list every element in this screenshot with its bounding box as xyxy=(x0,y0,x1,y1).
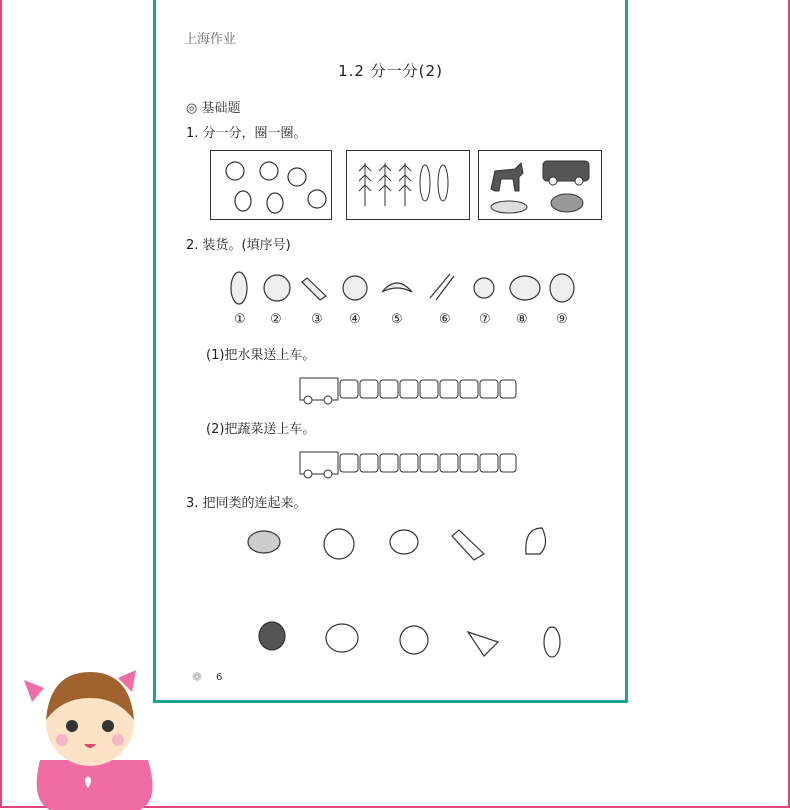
orange-icon xyxy=(400,626,428,654)
broccoli-icon xyxy=(343,276,367,300)
item-number: ⑧ xyxy=(516,312,528,327)
train-car xyxy=(400,454,418,472)
train-car xyxy=(440,454,458,472)
train-car xyxy=(460,454,478,472)
workbook-page xyxy=(153,0,628,703)
section-heading: ◎ 基础题 xyxy=(186,101,241,116)
train-car xyxy=(440,380,458,398)
bell-pepper-icon xyxy=(259,622,285,650)
bullet-icon: ◎ xyxy=(186,101,202,116)
train-car xyxy=(420,380,438,398)
page-title: 1.2 分一分(2) xyxy=(338,62,443,80)
animal-vehicle-drawing xyxy=(479,151,601,219)
pear-icon xyxy=(267,193,283,213)
apple-icon xyxy=(264,275,290,301)
header-logo xyxy=(184,28,236,47)
sub-question-vegetable: (2)把蔬菜送上车。 xyxy=(206,422,316,437)
item-number: ② xyxy=(270,312,282,327)
train-car xyxy=(360,380,378,398)
item-number: ⑨ xyxy=(556,312,568,327)
apple-pear-box xyxy=(210,150,332,220)
train-car xyxy=(460,380,478,398)
produce-row xyxy=(222,262,592,307)
fruit-train xyxy=(298,368,518,408)
eggplant-icon xyxy=(544,627,560,657)
lychee-icon xyxy=(510,276,540,300)
carrot-icon xyxy=(379,163,391,206)
cartoon-girl-illustration xyxy=(10,650,170,810)
apple-icon xyxy=(308,190,326,208)
horse-icon xyxy=(491,163,523,191)
vegetable-train xyxy=(298,442,518,482)
train-car xyxy=(400,380,418,398)
carrot-fish-drawing xyxy=(347,151,469,219)
apple-icon xyxy=(324,529,354,559)
eggplant-icon xyxy=(231,272,247,304)
carrot-icon xyxy=(302,278,326,300)
train-car xyxy=(380,380,398,398)
train-car xyxy=(500,454,516,472)
carrot-icon xyxy=(359,163,371,206)
item-number: ③ xyxy=(311,312,323,327)
pear-icon xyxy=(235,191,251,211)
pea-pod-icon xyxy=(430,274,454,300)
cabbage-icon xyxy=(550,274,574,302)
apple-icon xyxy=(260,162,278,180)
item-number: ⑤ xyxy=(391,312,403,327)
item-number: ④ xyxy=(349,312,361,327)
fish-icon xyxy=(438,165,448,201)
boat-icon xyxy=(491,201,527,213)
item-number: ⑥ xyxy=(439,312,451,327)
train-car xyxy=(480,380,498,398)
dog-icon xyxy=(326,624,358,652)
animal-vehicle-box xyxy=(478,150,602,220)
train-car xyxy=(480,454,498,472)
bee-icon xyxy=(248,531,280,553)
question-3-label: 3. 把同类的连起来。 xyxy=(186,496,307,511)
question-2-label: 2. 装货。(填序号) xyxy=(186,238,291,253)
question-1-label: 1. 分一分，圈一圈。 xyxy=(186,126,307,141)
fish-icon xyxy=(420,165,430,201)
goldfish-icon xyxy=(551,194,583,212)
apple-icon xyxy=(288,168,306,186)
train-car xyxy=(500,380,516,398)
rabbit-icon xyxy=(390,530,418,554)
bird-icon xyxy=(468,632,498,656)
peach-icon xyxy=(526,528,546,554)
apple-icon xyxy=(226,162,244,180)
train-car xyxy=(340,380,358,398)
page-number: 6 xyxy=(216,672,223,683)
apple-pear-drawing xyxy=(211,151,331,219)
train-car xyxy=(360,454,378,472)
item-number: ⑦ xyxy=(479,312,491,327)
grapes-icon xyxy=(474,278,494,298)
train-car xyxy=(380,454,398,472)
item-number: ① xyxy=(234,312,246,327)
paw-icon: ❁ xyxy=(192,670,203,684)
carrot-fish-box xyxy=(346,150,470,220)
train-car xyxy=(420,454,438,472)
train-car xyxy=(340,454,358,472)
sub-question-fruit: (1)把水果送上车。 xyxy=(206,348,316,363)
header-logo-text: 上海作业 xyxy=(184,32,237,47)
match-row-top xyxy=(244,514,584,564)
carrot-icon xyxy=(399,163,411,206)
radish-icon xyxy=(452,530,484,560)
banana-icon xyxy=(382,283,412,292)
match-row-bottom xyxy=(252,612,572,662)
